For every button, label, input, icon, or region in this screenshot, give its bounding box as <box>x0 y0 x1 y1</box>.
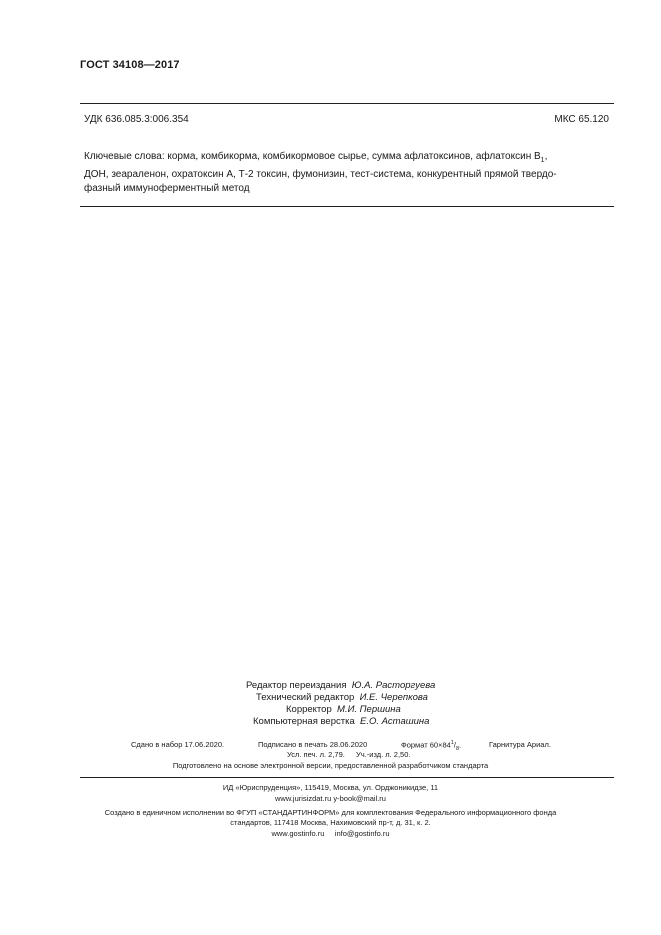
credit-role: Технический редактор <box>256 692 355 703</box>
producer-email-link[interactable]: info@gostinfo.ru <box>334 829 390 838</box>
aflatoxin-subscript: 1 <box>540 157 545 164</box>
imprint-pub-sheets: Уч.-изд. л. 2,50. <box>356 750 411 759</box>
udk-code: УДК 636.085.3:006.354 <box>84 114 189 125</box>
format-denominator: 8 <box>455 746 460 752</box>
format-numerator: 1 <box>450 740 454 746</box>
document-code: ГОСТ 34108—2017 <box>80 59 180 71</box>
credit-corrector <box>286 704 401 717</box>
imprint-sent: Сдано в набор 17.06.2020. <box>131 740 225 749</box>
producer-line-1: Создано в единичном исполнении во ФГУП «СТАНДАРТИНФОРМ» для комплектования Федерального информационного фонда <box>104 808 557 817</box>
producer-site-link[interactable]: www.gostinfo.ru <box>271 829 325 838</box>
imprint-signed: Подписано в печать 28.06.2020 <box>258 740 368 749</box>
top-divider <box>80 103 614 104</box>
imprint-divider <box>80 777 614 778</box>
publisher-contacts: www.jurisizdat.ru y-book@mail.ru <box>275 794 386 803</box>
credit-name: Е.О. Асташина <box>360 716 430 727</box>
producer-line-2: стандартов, 117418 Москва, Нахимовский пр-т, д. 31, к. 2. <box>230 818 431 827</box>
keywords-line-1 <box>84 150 612 168</box>
mks-code: МКС 65.120 <box>554 114 609 125</box>
keywords-line-1-text: Ключевые слова: корма, комбикорма, комбикормовое сырье, сумма афлатоксинов, афлатоксин B <box>84 151 541 162</box>
keywords-divider <box>80 206 614 207</box>
credit-tech-editor <box>256 692 428 705</box>
format-text: Формат 60×84 <box>401 740 451 750</box>
imprint-print-sheets: Усл. печ. л. 2,79. <box>287 750 345 759</box>
credit-name: Ю.А. Расторгуева <box>351 680 436 691</box>
keywords-block <box>84 150 612 196</box>
publisher-address: ИД «Юриспруденция», 115419, Москва, ул. Орджоникидзе, 11 <box>222 783 439 792</box>
credit-role: Редактор переиздания <box>246 680 347 691</box>
imprint-typeface: Гарнитура Ариал. <box>489 740 551 749</box>
keywords-line-2: ДОН, зеараленон, охратоксин А, Т-2 токсин, фумонизин, тест-система, конкурентный прямой твердо- <box>84 169 557 180</box>
format-end: . <box>459 740 462 750</box>
credit-layout <box>253 716 429 729</box>
imprint-format: Формат $60\times 84^1/_8$. <box>401 740 462 752</box>
keywords-line-3: фазный иммуноферментный метод <box>84 183 250 194</box>
credit-role: Компьютерная верстка <box>253 716 355 727</box>
producer-contacts <box>0 829 661 838</box>
credit-name: М.И. Першина <box>337 704 401 715</box>
credit-editor <box>246 680 435 693</box>
credit-role: Корректор <box>286 704 332 715</box>
keywords-line-1-end: , <box>544 151 548 162</box>
credit-name: И.Е. Черепкова <box>359 692 428 703</box>
imprint-prepared: Подготовлено на основе электронной версии, предоставленной разработчиком стандарта <box>172 761 489 770</box>
